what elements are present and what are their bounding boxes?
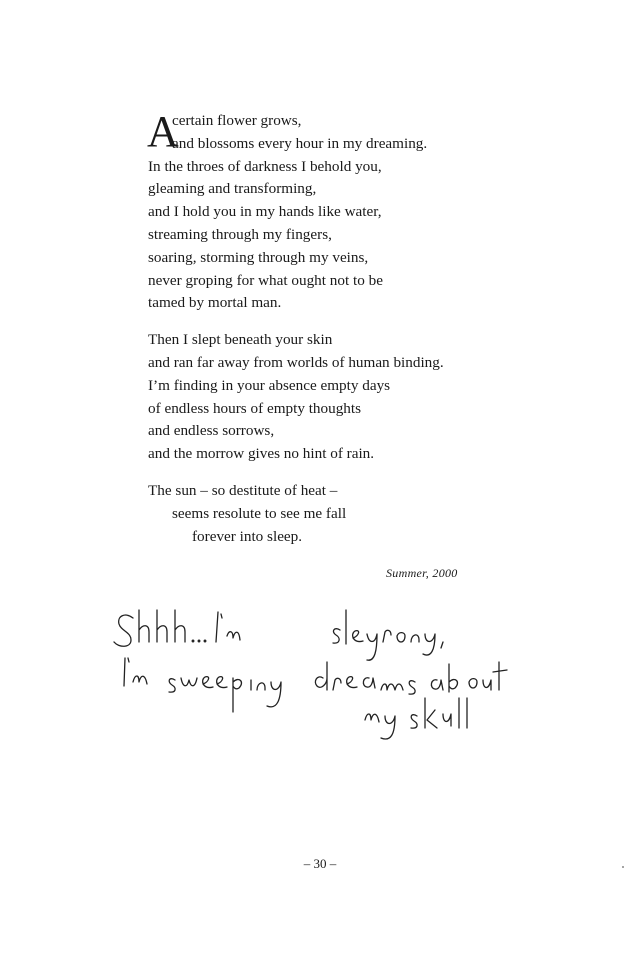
poem-line: The sun – so destitute of heat –: [148, 481, 338, 499]
handwritten-note: [105, 598, 545, 748]
poem-line: and blossoms every hour in my dreaming.: [172, 134, 428, 152]
poem-date: Summer, 2000: [386, 566, 458, 580]
scan-speck: [622, 866, 624, 868]
poem-line: of endless hours of empty thoughts: [148, 399, 362, 417]
poem-line: I’m finding in your absence empty days: [148, 376, 391, 394]
poem-line: gleaming and transforming,: [148, 180, 317, 198]
poem-line: In the throes of darkness I behold you,: [148, 157, 382, 175]
poem-line: seems resolute to see me fall: [172, 504, 347, 522]
drop-cap: A: [147, 107, 179, 156]
poem-line: never groping for what ought not to be: [148, 271, 383, 289]
poem-line: Then I slept beneath your skin: [148, 331, 333, 349]
poem-line: forever into sleep.: [192, 527, 303, 545]
poem-line: and the morrow gives no hint of rain.: [148, 445, 375, 463]
poem-line-text: certain flower grows,: [172, 112, 302, 129]
poem: [147, 107, 508, 562]
stanza-3: [148, 480, 508, 548]
poem-line: and endless sorrows,: [148, 422, 275, 440]
poem-line: and I hold you in my hands like water,: [148, 203, 382, 221]
poem-line: and ran far away from worlds of human binding.: [148, 353, 444, 371]
page-number: – 30 –: [303, 856, 337, 871]
poem-line: streaming through my fingers,: [148, 225, 332, 243]
stanza-2: [148, 329, 508, 466]
poem-line: tamed by mortal man.: [148, 294, 282, 312]
poem-line: soaring, storming through my veins,: [148, 248, 369, 266]
stanza-1: [147, 107, 508, 315]
